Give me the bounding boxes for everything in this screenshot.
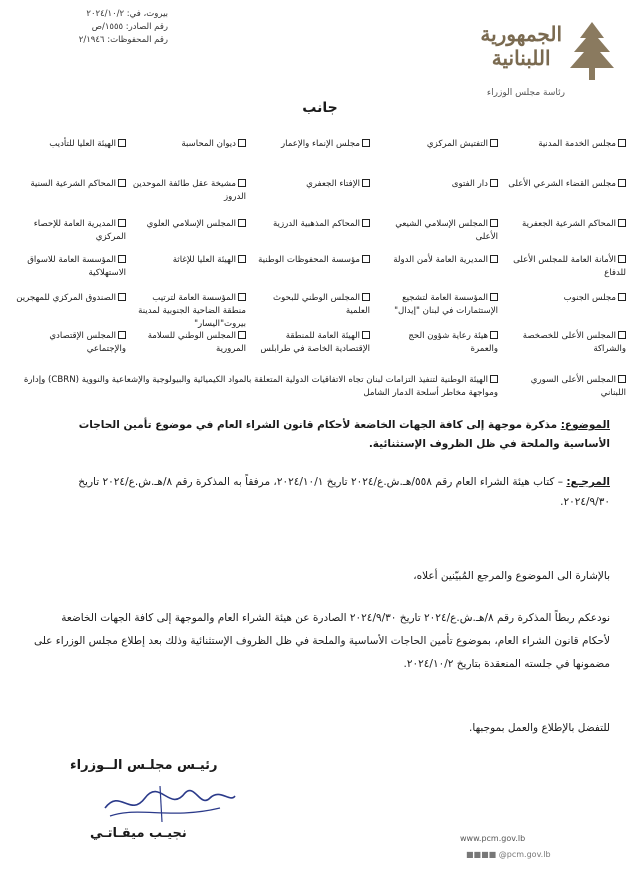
checkbox-icon <box>238 331 246 339</box>
checkbox-icon <box>490 255 498 263</box>
checkbox-icon <box>490 293 498 301</box>
body-paragraph: نودعكم ربطاً المذكرة رقم ٨/هـ.ش.ع/٢٠٢٤ تاريخ ٢٠٢٤/٩/٣٠ الصادرة عن هيئة الشراء العام والموجهة إلى كافة الجهات الخاضعة لأحكام قانون الشراء العام، بموضوع تأمين الحاجات الأساسية والملحة في ظل الظروف الإستثنائية وذلك بعد إطلاع مجلس الوزراء على مضمونها في جلسته المنعقدة بتاريخ ٢٠٢٤/١٠/٢. <box>33 612 610 670</box>
checkbox-icon <box>118 219 126 227</box>
checkbox-icon <box>618 139 626 147</box>
presidency-label: رئاسة مجلس الوزراء <box>486 88 565 98</box>
checkbox-icon <box>118 179 126 187</box>
recipient-item: الأمانة العامة للمجلس الأعلى للدفاع <box>513 255 626 278</box>
recipient-item: مجلس الجنوب <box>508 292 626 305</box>
checkbox-icon <box>118 139 126 147</box>
checkbox-icon <box>490 219 498 227</box>
recipient-item: المجلس الوطني للبحوث العلمية <box>273 293 370 316</box>
checkbox-icon <box>362 293 370 301</box>
document-meta <box>18 8 168 47</box>
checkbox-icon <box>238 139 246 147</box>
subject-block <box>30 416 610 454</box>
footer-social: ■■■■ @pcm.gov.lb <box>466 850 551 859</box>
logo-wordmark: الجمهورية اللبنانية <box>480 22 562 70</box>
recipient-item: الهيئة العامة للمنطقة الإقتصادية الخاصة في طرابلس <box>260 331 370 354</box>
recipient-item: مشيخة عقل طائفة الموحدين الدروز <box>132 179 246 202</box>
recipient-item: مؤسسة المحفوظات الوطنية <box>252 254 370 267</box>
reference-text: – كتاب هيئة الشراء العام رقم ٥٥٨/هـ.ش.ع/٢٠٢٤ تاريخ ٢٠٢٤/١٠/١، مرفقاً به المذكرة رقم ٨/هـ.ش.ع/٢٠٢٤ تاريخ ٢٠٢٤/٩/٣٠. <box>78 476 610 508</box>
subject-text: مذكرة موجهة إلى كافة الجهات الخاضعة لأحكام قانون الشراء العام في موضوع تأمين الحاجات الأساسية والملحة في ظل الظروف الإستثنائية. <box>78 419 610 450</box>
checkbox-icon <box>490 139 498 147</box>
recipient-item: المحاكم الشرعية الجعفرية <box>508 218 626 231</box>
recipient-item: الإفتاء الجعفري <box>252 178 370 191</box>
salutation-heading: جانب <box>302 100 338 116</box>
checkbox-icon <box>490 331 498 339</box>
signer-title: رئيـس مجلـس الــوزراء <box>70 758 218 773</box>
checkbox-icon <box>238 255 246 263</box>
date-line: بيروت، في: ٢٠٢٤/١٠/٢ <box>86 9 168 19</box>
recipient-item: مجلس القضاء الشرعي الأعلى <box>508 178 626 191</box>
recipient-item: المجلس الوطني للسلامة المرورية <box>147 331 246 354</box>
recipient-item: ديوان المحاسبة <box>128 138 246 151</box>
checkbox-icon <box>362 219 370 227</box>
recipient-item: الهيئة العليا للإغاثة <box>128 254 246 267</box>
checkbox-icon <box>362 179 370 187</box>
checkbox-icon <box>362 255 370 263</box>
recipient-item: المحاكم الشرعية السنية <box>8 178 126 191</box>
checkbox-icon <box>490 179 498 187</box>
checkbox-icon <box>618 293 626 301</box>
cedar-logo-icon <box>562 18 622 88</box>
closing-line: للتفضل بالإطلاع والعمل بموجبها. <box>469 722 610 734</box>
checkbox-icon <box>118 293 126 301</box>
social-icons: ■■■■ <box>466 850 499 859</box>
checkbox-icon <box>618 375 626 383</box>
recipient-item: المجلس الأعلى السوري اللبناني <box>530 375 626 398</box>
greeting-line: بالإشارة الى الموضوع والمرجع المُبيّنين أعلاه، <box>413 570 610 582</box>
recipient-item: المحاكم المذهبية الدرزية <box>252 218 370 231</box>
recipient-item: المجلس الإقتصادي والإجتماعي <box>49 331 126 354</box>
checkbox-icon <box>238 219 246 227</box>
footer-website: www.pcm.gov.lb <box>460 834 526 843</box>
reference-block <box>30 472 610 512</box>
recipient-item: مجلس الخدمة المدنية <box>508 138 626 151</box>
recipient-item: المجلس الأعلى للخصخصة والشراكة <box>522 331 626 354</box>
checkbox-icon <box>618 331 626 339</box>
recipient-item: المجلس الإسلامي العلوي <box>128 218 246 231</box>
recipient-item: الهيئة الوطنية لتنفيذ التزامات لبنان تجاه الاتفاقيات الدولية المتعلقة بالمواد الكيميائية والبيولوجية والإشعاعية والنووية (CBRN) وإدارة ومواجهة مخاطر أسلحة الدمار الشامل <box>23 375 498 398</box>
checkbox-icon <box>238 293 246 301</box>
checkbox-icon <box>238 179 246 187</box>
recipient-item: الهيئة العليا للتأديب <box>8 138 126 151</box>
signer-name: نجيـب ميقـاتـي <box>90 826 187 841</box>
recipient-item: التفتيش المركزي <box>380 138 498 151</box>
recipient-item: دار الفتوى <box>380 178 498 191</box>
checkbox-icon <box>618 255 626 263</box>
recipient-item: المؤسسة العامة لتشجيع الإستثمارات في لبنان "إيدال" <box>394 293 498 316</box>
checkbox-icon <box>362 331 370 339</box>
recipient-item: المجلس الإسلامي الشيعي الأعلى <box>395 219 498 242</box>
signature-image <box>100 778 240 828</box>
outgoing-number: رقم الصادر: ١٥٥٥/ص <box>91 22 168 32</box>
recipient-item: مجلس الإنماء والإعمار <box>252 138 370 151</box>
recipient-item: المؤسسة العامة لترتيب منطقة الضاحية الجنوبية لمدينة بيروت"اليسار" <box>138 293 246 329</box>
recipient-item: المديرية العامة لأمن الدولة <box>380 254 498 267</box>
checkbox-icon <box>118 331 126 339</box>
checkbox-icon <box>490 375 498 383</box>
recipient-item: المؤسسة العامة للاسواق الاستهلاكية <box>27 255 126 278</box>
reference-label: المرجـع: <box>566 476 610 488</box>
checkbox-icon <box>362 139 370 147</box>
subject-label: الموضوع: <box>560 419 610 431</box>
recipient-item: هيئة رعاية شؤون الحج والعمرة <box>408 331 498 354</box>
recipient-item: الصندوق المركزي للمهجرين <box>8 292 126 305</box>
archive-number: رقم المحفوظات: ٢/١٩٤٦ <box>78 35 168 45</box>
checkbox-icon <box>618 179 626 187</box>
checkbox-icon <box>618 219 626 227</box>
checkbox-icon <box>118 255 126 263</box>
recipient-item: المديرية العامة للإحصاء المركزي <box>33 219 126 242</box>
